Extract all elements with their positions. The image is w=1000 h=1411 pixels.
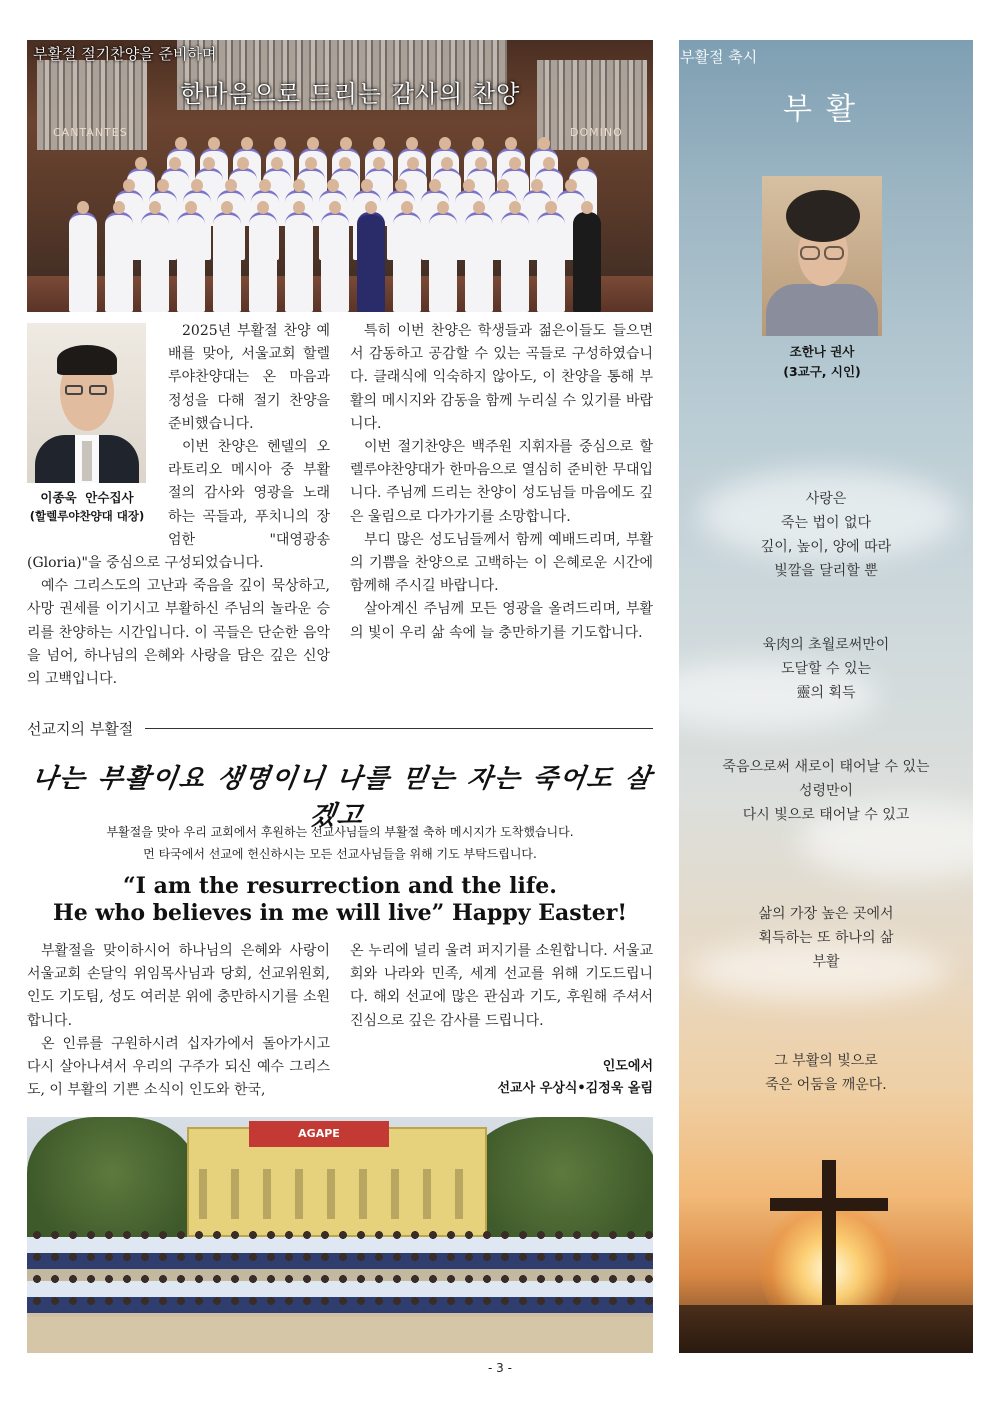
field-silhouette (679, 1305, 973, 1353)
cross-icon (822, 1160, 836, 1310)
sidebar-label: 부활절 축시 (680, 48, 758, 66)
poem-line: 다시 빛으로 태어날 수 있고 (742, 807, 910, 823)
choir-paragraph: 2025년 부활절 찬양 예배를 맞아, 서울교회 할렐루야찬양대는 온 마음과 정성을 다해 절기 찬양을 준비했습니다. (168, 323, 330, 432)
choir-member (213, 212, 241, 312)
poet-info: (3교구, 시인) (783, 364, 861, 379)
author-role: (할렐루야찬양대 대장) (29, 509, 145, 523)
signoff-location: 인도에서 (602, 1059, 653, 1074)
mission-intro-line: 부활절을 맞아 우리 교회에서 후원하는 선교사님들의 부활절 축하 메시지가 도착했습니다. (106, 825, 574, 839)
poem-line: 성령만이 (798, 783, 854, 799)
choir-paragraph: 부디 많은 성도님들께서 함께 예배드리며, 부활의 기쁨을 찬양으로 고백하는 이 은혜로운 시간에 함께해 주시길 바랍니다. (350, 531, 653, 595)
choir-member (573, 212, 601, 312)
poem-stanza-2 (679, 633, 973, 705)
choir-paragraph: 이번 절기찬양은 백주원 지휘자를 중심으로 할렐루야찬양대가 한마음으로 열심히 준비한 무대입니다. 주님께 드리는 찬양이 성도님들 마음에도 깊은 울림으로 다가가기를 소망합니다. (350, 439, 653, 525)
poem-title: 부활 (783, 92, 869, 127)
mission-letter-column-2 (350, 940, 653, 1033)
choir-article-column-2 (350, 320, 653, 645)
english-easter-quote (27, 873, 653, 927)
poem-line: 부활 (812, 954, 840, 970)
author-name: 이종욱 안수집사 (40, 490, 134, 505)
choir-member (465, 212, 493, 312)
students-group (27, 1227, 653, 1317)
choir-member (537, 212, 565, 312)
choir-member (321, 212, 349, 312)
mission-intro-line: 먼 타국에서 선교에 헌신하시는 모든 선교사님들을 위해 기도 부탁드립니다. (143, 847, 537, 861)
choir-member (105, 212, 133, 312)
choir-member (177, 212, 205, 312)
poem-line: 죽은 어둠을 깨운다. (765, 1077, 887, 1093)
bible-verse-heading: 나는 부활이요 생명이니 나를 믿는 자는 죽어도 살겠고 (30, 764, 655, 831)
choir-member (69, 212, 97, 312)
poem-line: 육肉의 초월로써만이 (762, 637, 890, 653)
cross-icon-arm (770, 1198, 888, 1211)
poem-stanza-4 (679, 902, 973, 974)
choir-paragraph: 이번 찬양은 헨델의 오라토리오 메시아 중 부활절의 감사와 영광을 노래하는 곡들과, 푸치니의 장엄한 "대영광송(Gloria)"을 중심으로 구성되었습니다. (27, 439, 330, 572)
school-yard (27, 1317, 653, 1353)
mission-paragraph: 온 누리에 널리 울려 퍼지기를 소원합니다. 서울교회와 나라와 민족, 세계 선교를 위해 기도드립니다. 해외 선교에 많은 관심과 기도, 후원해 주셔서 진심으로 깊은 감사를 드립니다. (350, 943, 653, 1029)
choir-photo-kicker: 부활절 절기찬양을 준비하며 (33, 45, 217, 63)
mission-school-photo (27, 1117, 653, 1353)
poem-line: 죽음으로써 새로이 태어날 수 있는 (722, 759, 930, 775)
english-quote-line: He who believes in me will live” Happy Easter! (52, 900, 628, 926)
missionary-signoff (400, 1056, 653, 1100)
poem-line: 도달할 수 있는 (780, 661, 872, 677)
choir-member (501, 212, 529, 312)
poet-caption (740, 342, 904, 382)
choir-article-column-1 (27, 320, 330, 691)
poem-stanza-1 (679, 487, 973, 583)
poem-stanza-3 (679, 755, 973, 827)
poem-line: 깊이, 높이, 양에 따라 (760, 539, 892, 555)
choir-article-title: 한마음으로 드리는 감사의 찬양 (180, 80, 521, 108)
poem-line: 삶의 가장 높은 곳에서 (758, 906, 894, 922)
choir-member (285, 212, 313, 312)
wall-inscription-left: CANTANTES (53, 126, 128, 139)
mission-letter-column-1 (27, 940, 330, 1102)
mission-intro (27, 821, 653, 865)
choir-paragraph: 살아계신 주님께 모든 영광을 올려드리며, 부활의 빛이 우리 삶 속에 늘 충만하기를 기도합니다. (350, 601, 653, 641)
choir-member (249, 212, 277, 312)
choir-member (357, 212, 385, 312)
page-number: - 3 - (488, 1361, 512, 1375)
mission-paragraph: 부활절을 맞이하시어 하나님의 은혜와 사랑이 서울교회 손달익 위임목사님과 당회, 선교위원회, 인도 기도팀, 성도 여러분 위에 충만하시기를 소원합니다. (27, 943, 330, 1029)
choir-member (393, 212, 421, 312)
poet-name: 조한나 권사 (789, 344, 855, 359)
signoff-names: 선교사 우상식•김정욱 올림 (497, 1081, 653, 1096)
choir-member (141, 212, 169, 312)
poem-line: 사랑은 (805, 491, 847, 507)
mission-section-header: 선교지의 부활절 (27, 720, 134, 738)
poem-line: 획득하는 또 하나의 삶 (758, 930, 894, 946)
section-divider (145, 728, 653, 729)
choir-paragraph: 예수 그리스도의 고난과 죽음을 깊이 묵상하고, 사망 권세를 이기시고 부활하신 주님의 놀라운 승리를 찬양하는 시간입니다. 이 곡들은 단순한 음악을 넘어, 하나님의 은혜와 사랑을 담은 깊은 신앙의 고백입니다. (27, 578, 330, 688)
poem-line: 그 부활의 빛으로 (774, 1053, 878, 1069)
choir-member (429, 212, 457, 312)
poet-portrait (762, 176, 882, 336)
wall-inscription-right: DOMINO (570, 126, 623, 139)
poem-line: 빛깔을 달리할 뿐 (774, 563, 878, 579)
school-banner: AGAPE (249, 1121, 389, 1147)
poem-line: 죽는 법이 없다 (780, 515, 872, 531)
mission-paragraph: 온 인류를 구원하시려 십자가에서 돌아가시고 다시 살아나셔서 우리의 구주가 되신 예수 그리스도, 이 부활의 기쁜 소식이 인도와 한국, (27, 1035, 330, 1099)
choir-paragraph: 특히 이번 찬양은 학생들과 젊은이들도 들으면서 감동하고 공감할 수 있는 곡들로 구성하였습니다. 클래식에 익숙하지 않아도, 이 찬양을 통해 부활의 메시지와 감동을 함께 누리실 수 있기를 바랍니다. (350, 323, 653, 432)
poem-line: 靈의 획득 (796, 685, 856, 701)
english-quote-line: “I am the resurrection and the life. (123, 873, 557, 899)
poem-stanza-5 (679, 1049, 973, 1097)
